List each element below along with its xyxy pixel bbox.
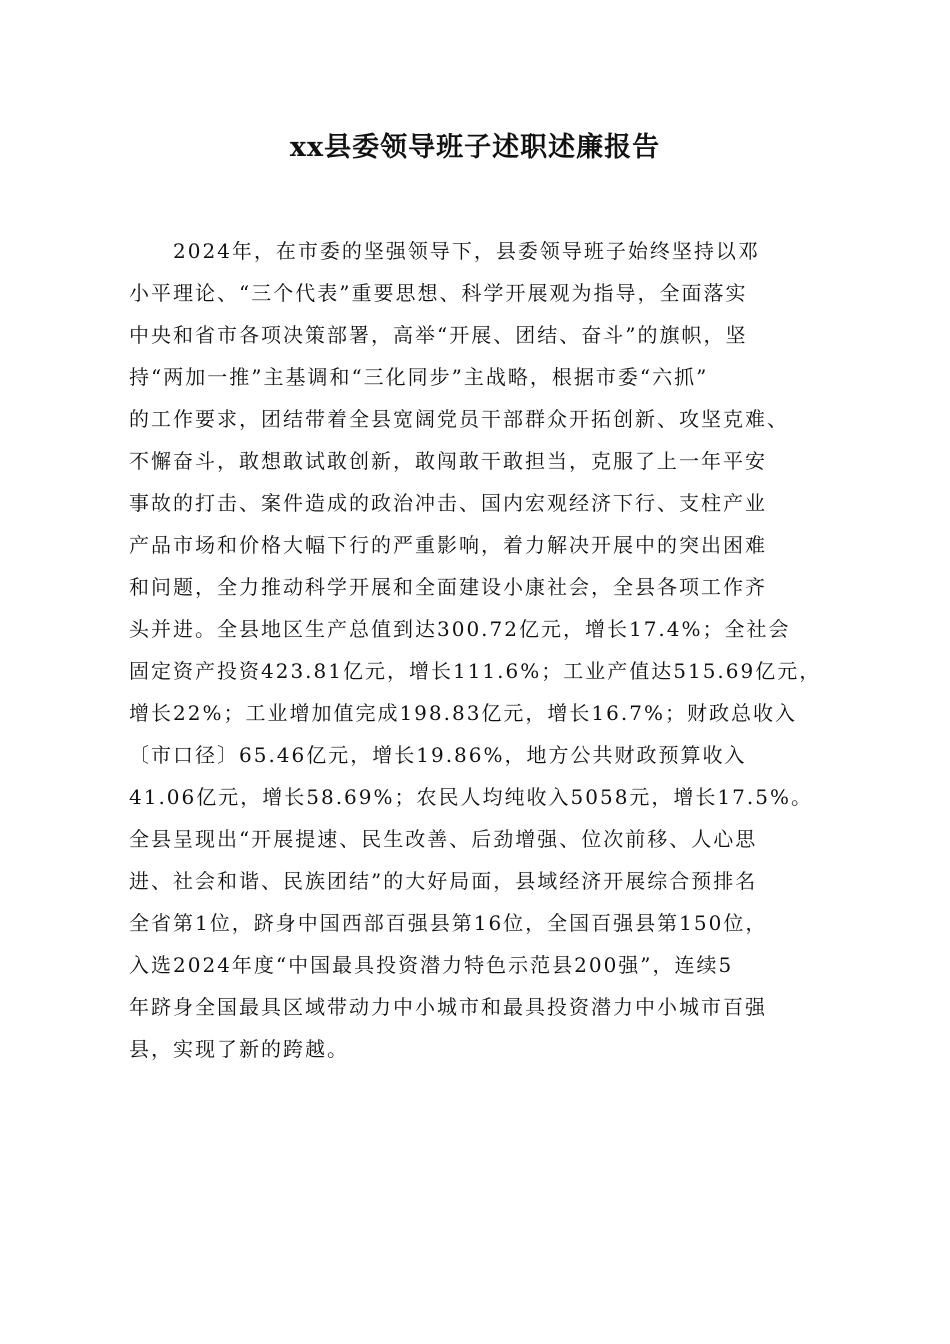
paragraph-line: 41.06亿元，增长58.69%；农民人均纯收入5058元，增长17.5%。 [129,785,813,809]
paragraph-line: 2024年，在市委的坚强领导下，县委领导班子始终坚持以邓 [173,239,760,263]
paragraph-line: 进、社会和谐、民族团结”的大好局面，县域经济开展综合预排名 [129,869,758,893]
paragraph-line: 县，实现了新的跨越。 [129,1037,349,1061]
paragraph-line: 的工作要求，团结带着全县宽阔党员干部群众开拓创新、攻坚克难、 [129,407,789,431]
paragraph-line: 小平理论、“三个代表”重要思想、科学开展观为指导，全面落实 [129,281,748,305]
paragraph-line: 全县呈现出“开展提速、民生改善、后劲增强、位次前移、人心思 [129,827,758,851]
paragraph-line: 〔市口径〕65.46亿元，增长19.86%，地方公共财政预算收入 [129,743,747,767]
paragraph-line: 持“两加一推”主基调和“三化同步”主战略，根据市委“六抓” [129,365,709,389]
document-title: xx县委领导班子述职述廉报告 [289,132,661,163]
paragraph-line: 头并进。全县地区生产总值到达300.72亿元，增长17.4%；全社会 [129,617,791,641]
paragraph-line: 不懈奋斗，敢想敢试敢创新，敢闯敢干敢担当，克服了上一年平安 [129,449,767,473]
paragraph-line: 事故的打击、案件造成的政治冲击、国内宏观经济下行、支柱产业 [129,491,767,515]
paragraph-line: 年跻身全国最具区域带动力中小城市和最具投资潜力中小城市百强 [129,995,767,1019]
paragraph-line: 产品市场和价格大幅下行的严重影响，着力解决开展中的突出困难 [129,533,767,557]
report-paragraph [129,230,849,1070]
paragraph-line: 增长22%；工业增加值完成198.83亿元，增长16.7%；财政总收入 [129,701,797,725]
paragraph-line: 和问题，全力推动科学开展和全面建设小康社会，全县各项工作齐 [129,575,767,599]
paragraph-line: 固定资产投资423.81亿元，增长111.6%；工业产值达515.69亿元， [129,659,822,683]
paragraph-line: 中央和省市各项决策部署，高举“开展、团结、奋斗”的旗帜，坚 [129,323,748,347]
paragraph-line: 入选2024年度“中国最具投资潜力特色示范县200强”，连续5 [129,953,734,977]
paragraph-line: 全省第1位，跻身中国西部百强县第16位，全国百强县第150位， [129,911,768,935]
